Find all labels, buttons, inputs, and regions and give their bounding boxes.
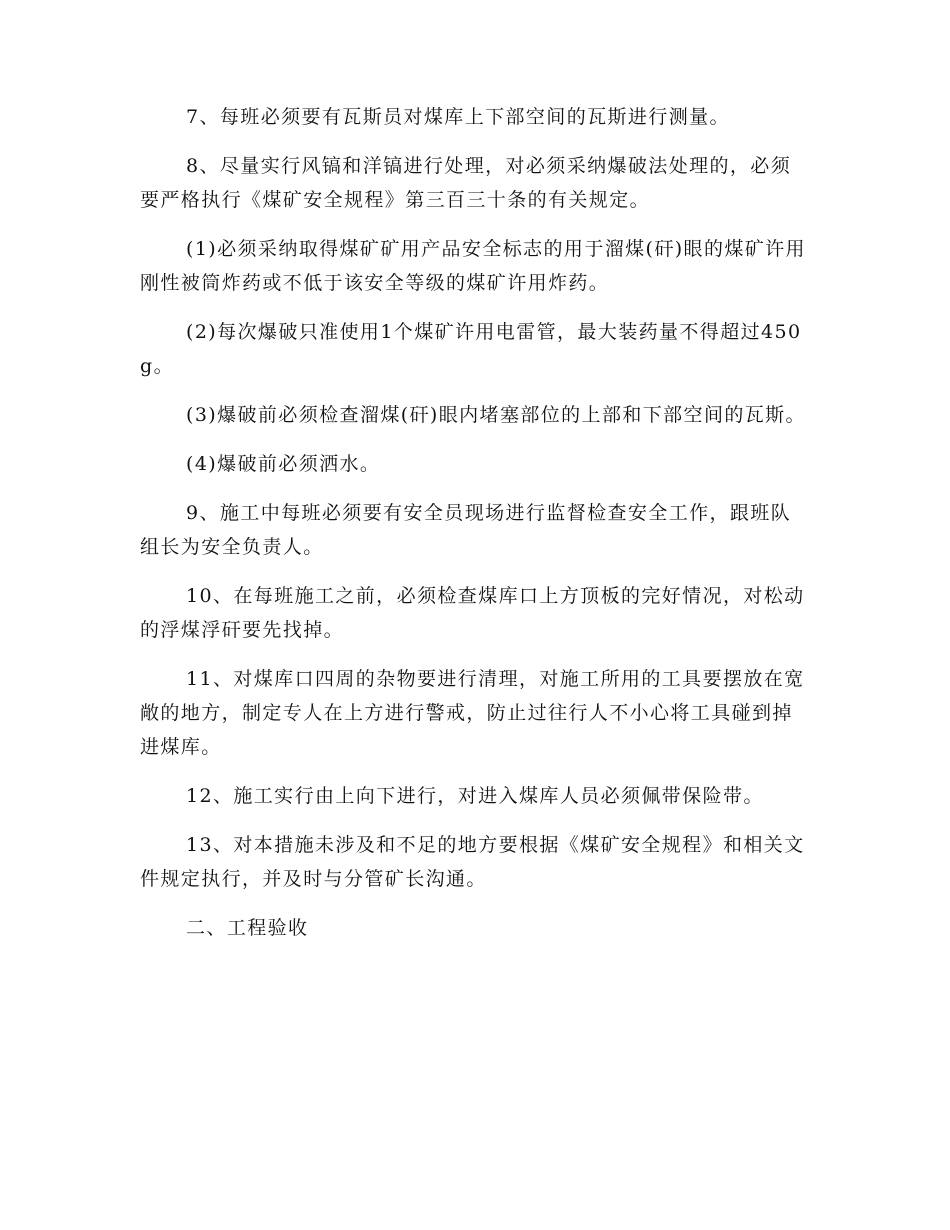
paragraph-item-10: 10、在每班施工之前，必须检查煤库口上方顶板的完好情况，对松动的浮煤浮矸要先找掉。: [140, 585, 805, 641]
paragraph-subitem-3: (3)爆破前必须检查溜煤(矸)眼内堵塞部位的上部和下部空间的瓦斯。: [186, 404, 806, 426]
paragraph-item-11: 11、对煤库口四周的杂物要进行清理，对施工所用的工具要摆放在宽敞的地方，制定专人在上方进行警戒，防止过往行人不小心将工具碰到掉进煤库。: [140, 668, 805, 758]
paragraph-item-9: 9、施工中每班必须要有安全员现场进行监督检查安全工作，跟班队组长为安全负责人。: [140, 502, 792, 558]
paragraph-subitem-4: (4)爆破前必须洒水。: [186, 453, 381, 475]
paragraph-item-13: 13、对本措施未涉及和不足的地方要根据《煤矿安全规程》和相关文件规定执行，并及时与分管矿长沟通。: [140, 834, 805, 890]
paragraph-item-7: 7、每班必须要有瓦斯员对煤库上下部空间的瓦斯进行测量。: [186, 106, 730, 128]
document-body: [140, 100, 808, 960]
section-heading-acceptance: 二、工程验收: [186, 917, 309, 939]
paragraph-item-8: 8、尽量实行风镐和洋镐进行处理，对必须采纳爆破法处理的，必须要严格执行《煤矿安全规程》第三百三十条的有关规定。: [140, 155, 792, 211]
paragraph-item-12: 12、施工实行由上向下进行，对进入煤库人员必须佩带保险带。: [186, 785, 764, 807]
paragraph-subitem-2: (2)每次爆破只准使用1个煤矿许用电雷管，最大装药量不得超过450g。: [140, 321, 802, 377]
paragraph-subitem-1: (1)必须采纳取得煤矿矿用产品安全标志的用于溜煤(矸)眼的煤矿许用刚性被筒炸药或不低于该安全等级的煤矿许用炸药。: [140, 238, 806, 294]
